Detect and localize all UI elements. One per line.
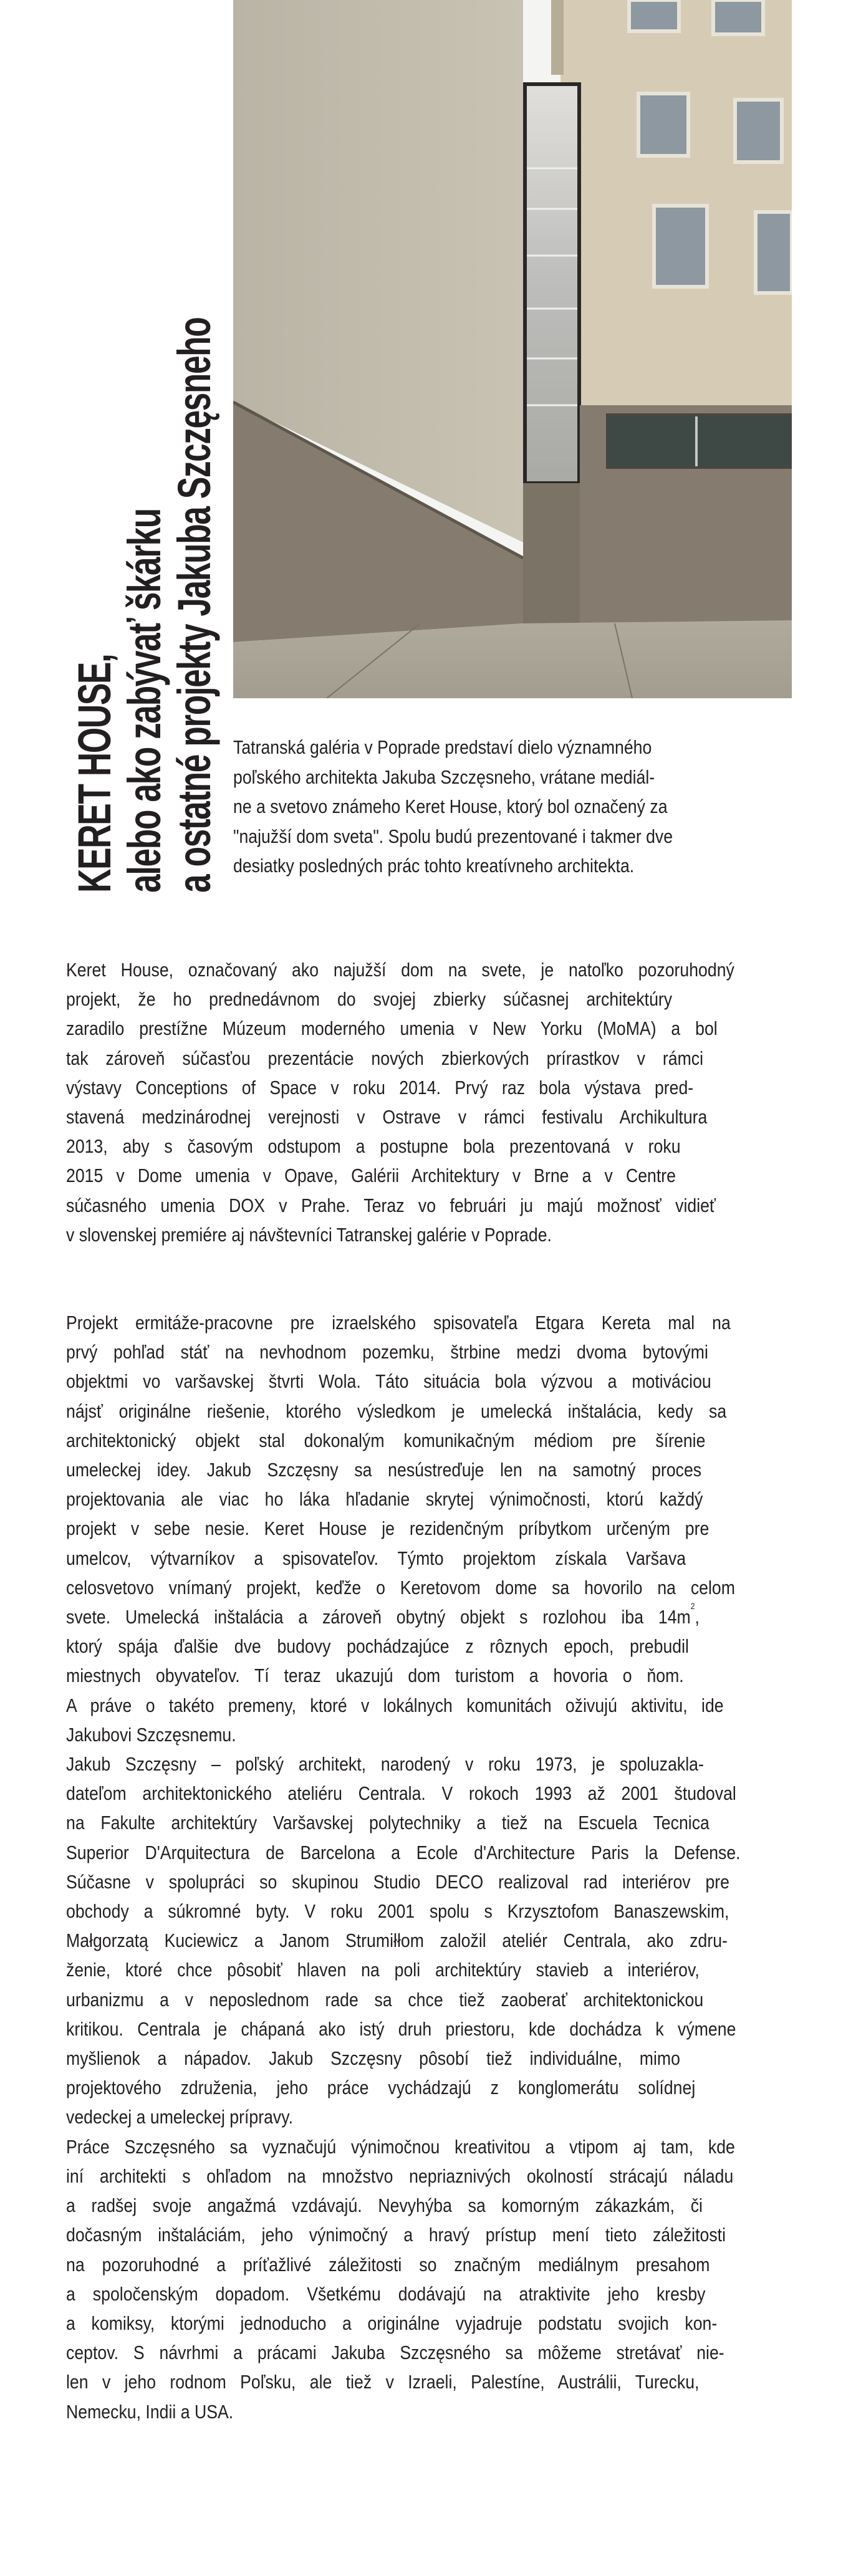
body-line: iní architekti s ohľadom na množstvo nepriaznivých okolností strácajú náladu [66, 2165, 734, 2187]
body-line: výstavy Conceptions of Space v roku 2014. Prvý raz bola výstava pred- [66, 1076, 694, 1098]
body-line: stavená medzinárodnej verejnosti v Ostrave v rámci festivalu Archikultura [66, 1106, 708, 1128]
body-line: nájsť originálne riešenie, ktorého výsledkom je umelecká inštalácia, kedy sa [66, 1400, 727, 1422]
body-line: Súčasne v spolupráci so skupinou Studio DECO realizoval rad interiérov pre [66, 1870, 729, 1893]
body-line: 2015 v Dome umenia v Opave, Galérii Architektury v Brne a v Centre [66, 1165, 676, 1187]
body-line: prvý pohľad stáť na nevhodnom pozemku, štrbine medzi dvoma bytovými [66, 1341, 708, 1363]
intro-line: ne a svetovo známeho Keret House, ktorý bol označený za [233, 795, 668, 817]
body-paragraph-2 [66, 1308, 799, 2426]
body-line: a radšej svoje angažmá vzdávajú. Nevyhýba sa komorným zákazkám, či [66, 2194, 703, 2217]
base-window [607, 415, 792, 468]
body-line: urbanizmu a v neposlednom rade sa chce tiež zaoberať architektonickou [66, 1988, 704, 2011]
body-line: Superior D'Arquitectura de Barcelona a Ecole d'Architecture Paris la Defense. [66, 1841, 741, 1863]
body-line: Keret House, označovaný ako najužší dom na svete, je natoľko pozoruhodný [66, 959, 734, 981]
body-line: Małgorzatą Kuciewicz a Janom Strumiłłom založil ateliér Centrala, ako zdru- [66, 1930, 728, 1952]
body-line: objektmi vo varšavskej štvrti Wola. Táto situácia bola výzvou a motiváciou [66, 1370, 711, 1393]
body-line: vedeckej a umeleckej prípravy. [66, 2106, 294, 2128]
body-line: Jakubovi Szczęsnemu. [66, 1723, 236, 1746]
body-line: Nemecku, Indii a USA. [66, 2400, 234, 2423]
body-paragraph-1 [66, 955, 799, 1249]
body-line: Projekt ermitáže-pracovne pre izraelského spisovateľa Etgara Kereta mal na [66, 1312, 731, 1334]
body-line: miestnych obyvateľov. Tí teraz ukazujú dom turistom a hovoria o ňom. [66, 1665, 684, 1687]
body-line: a komiksy, ktorými jednoducho a originálne vyjadruje podstatu svojich kon- [66, 2312, 718, 2334]
body-line: ženie, ktoré chce pôsobiť hlaven na poli architektúry stavieb a interiérov, [66, 1959, 700, 1981]
body-line: tak zároveň súčasťou prezentácie nových zbierkových prírastkov v rámci [66, 1047, 704, 1069]
intro-line: desiatky posledných prác tohto kreatívneho architekta. [233, 855, 635, 877]
body-line: projekt v sebe nesie. Keret House je rezidenčným príbytkom určeným pre [66, 1517, 709, 1540]
body-line: na Fakulte architektúry Varšavskej polytechniky a tiež na Escuela Tecnica [66, 1812, 709, 1834]
body-line: ceptov. S návrhmi a prácami Jakuba Szczęsného sa môžeme stretávať nie- [66, 2342, 724, 2364]
body-line: súčasného umenia DOX v Prahe. Teraz vo februári ju majú možnosť vidieť [66, 1194, 716, 1216]
body-line: A práve o takéto premeny, ktoré v lokálnych komunitách oživujú aktivitu, ide [66, 1694, 724, 1716]
intro-line: "najužší dom sveta". Spolu budú prezentované i takmer dve [233, 825, 673, 847]
body-line: projektovania ale viac ho láka hľadanie skrytej výnimočnosti, ktorú každý [66, 1488, 703, 1511]
body-line: ktorý spája ďalšie dve budovy pochádzajúce z rôznych epoch, prebudil [66, 1635, 689, 1658]
center-base [523, 483, 582, 623]
body-line: a spoločenským dopadom. Všetkému dodávajú na atraktivite jeho kresby [66, 2282, 706, 2305]
keret-house-photo [233, 0, 792, 698]
body-line: projektového združenia, jeho práce vychádzajú z konglomerátu solídnej [66, 2077, 696, 2099]
body-line: projekt, že ho prednedávnom do svojej zbierky súčasnej architektúry [66, 988, 673, 1011]
body-line: Jakub Szczęsny – poľský architekt, narodený v roku 1973, je spoluzakla- [66, 1753, 704, 1776]
body-line: dočasným inštaláciám, jeho výnimočný a hravý prístup mení tieto záležitosti [66, 2224, 726, 2246]
right-building [560, 0, 792, 405]
body-line: len v jeho rodnom Poľsku, ale tiež v Izraeli, Palestíne, Austrálii, Turecku, [66, 2371, 700, 2393]
body-line: kritikou. Centrala je chápaná ako istý druh priestoru, kde dochádza k výmene [66, 2017, 736, 2040]
intro-line: poľského architekta Jakuba Szczęsneho, vrátane mediál- [233, 766, 655, 788]
title-line-2: alebo ako zabývať škárku [118, 509, 170, 893]
superscript-squared: 2 [690, 1601, 695, 1612]
title-line-1: KERET HOUSE, [69, 654, 120, 893]
body-line: v slovenskej premiére aj návštevníci Tatranskej galérie v Poprade. [66, 1223, 552, 1246]
body-line: obchody a súkromné byty. V roku 2001 spolu s Krzysztofom Banaszewskim, [66, 1900, 729, 1923]
body-line: 2013, aby s časovým odstupom a postupne bola prezentovaná v roku [66, 1135, 681, 1158]
title-line-3: a ostatné projekty Jakuba Szczęsneho [168, 317, 220, 893]
body-line: dateľom architektonického ateliéru Centrala. V rokoch 1993 až 2001 študoval [66, 1782, 736, 1805]
body-line: celosvetovo vnímaný projekt, keďže o Keretovom dome sa hovorilo na celom [66, 1576, 735, 1598]
body-line: zaradilo prestížne Múzeum moderného umenia v New Yorku (MoMA) a bol [66, 1017, 718, 1040]
body-line: architektonický objekt stal dokonalým komunikačným médiom pre šírenie [66, 1429, 706, 1451]
keret-slit [525, 84, 579, 483]
body-line: umeleckej idey. Jakub Szczęsny sa nesústreďuje len na samotný proces [66, 1459, 702, 1481]
intro-paragraph [233, 733, 796, 881]
body-line: myšlienok a nápadov. Jakub Szczęsny pôsobí tiež individuálne, mimo [66, 2047, 680, 2070]
body-line: na pozoruhodné a príťažlivé záležitosti so značným mediálnym presahom [66, 2253, 710, 2276]
body-line: svete. Umelecká inštalácia a zároveň obytný objekt s rozlohou iba $14m^2$, [66, 1601, 700, 1628]
article-title [70, 126, 238, 893]
photo-illustration [233, 0, 792, 698]
intro-line: Tatranská galéria v Poprade predstaví dielo významného [233, 736, 652, 758]
body-line: Práce Szczęsného sa vyznačujú výnimočnou kreativitou a vtipom aj tam, kde [66, 2135, 735, 2158]
body-line: umelcov, výtvarníkov a spisovateľov. Týmto projektom získala Varšava [66, 1547, 686, 1569]
